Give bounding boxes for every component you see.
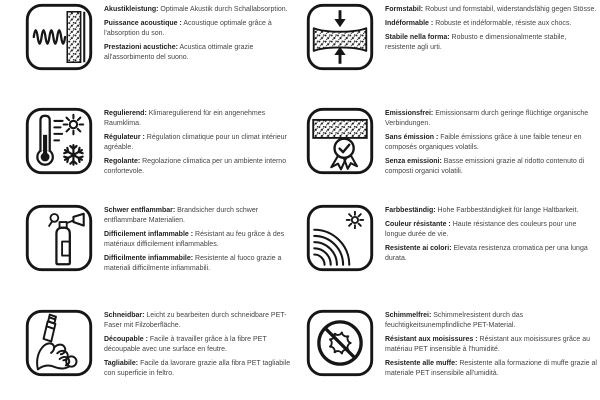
feature-description: Robust und formstabil, widerstandsfähig gegen Stösse. [425, 6, 597, 13]
feature-description: Facile da lavorare grazie alla fibra PET tagliabile con superficie in feltro. [104, 359, 291, 377]
feature-label: Difficilement inflammable : [104, 230, 194, 238]
feature-label: Tagliabile: [104, 359, 139, 367]
feature-section-mold-free [300, 300, 600, 400]
feature-label: Farbbeständig: [385, 207, 436, 214]
feature-description: Basse emissioni grazie al ridotto contenuto di composti organici volatili. [385, 157, 585, 175]
feature-section-color-fast [300, 200, 600, 300]
feature-label: Regulierend: [104, 110, 147, 117]
emission-free-icon [306, 107, 374, 175]
feature-description: Résistant aux moisissures grâce au matériau PET insensible à l'humidité. [385, 335, 591, 353]
feature-paragraph-de [385, 109, 598, 128]
feature-label: Resistente alle muffe: [385, 359, 458, 367]
feature-paragraph-it [385, 33, 598, 52]
feature-label: Puissance acoustique : [104, 20, 182, 28]
feature-description: Facile à travailler grâce à la fibre PET découpable avec une surface en feutre. [104, 335, 267, 353]
feature-label: Régulateur : [104, 133, 145, 141]
sound-absorption-icon [25, 3, 93, 71]
feature-description: Leicht zu bearbeiten durch schneidbare PET-Faser mit Filzoberfläche. [104, 312, 287, 329]
feature-section-flame-retardant [0, 200, 300, 300]
feature-section-cuttable [0, 300, 300, 400]
feature-texts [385, 107, 598, 181]
feature-description: Resistente al fuoco grazie a materiali difficilmente infiammabili. [104, 254, 282, 272]
feature-section-climate [0, 100, 300, 200]
feature-description: Hohe Farbbeständigkeit für lange Haltbarkeit. [437, 207, 579, 214]
feature-paragraph-it [104, 254, 300, 273]
feature-section-acoustic [0, 0, 300, 100]
feature-label: Difficilmente infiammabile: [104, 254, 194, 262]
feature-paragraph-it [385, 359, 598, 378]
hand-cutter-icon [25, 309, 93, 377]
feature-texts [385, 309, 598, 383]
feature-description: Faible émissions grâce à une faible teneur en composés organiques volatils. [385, 133, 582, 151]
feature-paragraph-de [385, 206, 598, 216]
feature-paragraph-fr [104, 19, 300, 38]
feature-paragraph-fr [104, 230, 300, 249]
feature-label: Formstabil: [385, 6, 424, 13]
feature-label: Indéformable : [385, 20, 434, 28]
feature-description: Elevata resistenza cromatica per una lunga durata. [385, 245, 588, 262]
feature-description: Schimmelresistent durch das feuchtigkeitsunempfindliche PET-Material. [385, 312, 524, 329]
feature-label: Stabile nella forma: [385, 34, 450, 42]
feature-section-emission-free [300, 100, 600, 200]
feature-label: Résistant aux moisissures : [385, 335, 478, 343]
no-mold-icon [306, 309, 374, 377]
feature-label: Senza emissioni: [385, 157, 442, 165]
feature-description: Emissionsarm durch geringe flüchtige organische Verbindungen. [385, 110, 589, 127]
feature-description: Haute résistance des couleurs pour une longue durée de vie. [385, 221, 577, 238]
feature-paragraph-de [104, 5, 300, 15]
feature-label: Découpable : [104, 335, 148, 343]
feature-paragraph-de [385, 311, 598, 330]
feature-description: Acustica ottimale grazie all'assorbimento del suono. [104, 44, 254, 61]
feature-paragraph-fr [104, 335, 300, 354]
feature-paragraph-de [104, 109, 300, 128]
feature-paragraph-fr [385, 335, 598, 354]
feature-label: Emissionsfrei: [385, 110, 434, 117]
feature-paragraph-de [104, 206, 300, 225]
feature-texts [104, 3, 300, 67]
feature-description: Klimaregulierend für ein angenehmes Raumklima. [104, 110, 266, 127]
feature-label: Schneidbar: [104, 312, 145, 319]
feature-paragraph-it [104, 157, 300, 176]
color-fastness-icon [306, 204, 374, 272]
feature-label: Sans émission : [385, 133, 439, 141]
feature-paragraph-de [385, 5, 598, 15]
feature-label: Prestazioni acustiche: [104, 44, 178, 52]
feature-description: Regolazione climatica per un ambiente interno confortevole. [104, 157, 287, 175]
feature-description: Brandsicher durch schwer entflammbare Materialien. [104, 207, 259, 224]
feature-label: Couleur résistante : [385, 221, 451, 229]
feature-section-shape-stability [300, 0, 600, 100]
feature-label: Regolante: [104, 157, 141, 165]
fire-extinguisher-icon [25, 204, 93, 272]
feature-label: Schwer entflammbar: [104, 207, 176, 214]
feature-description: Robusto e dimensionalmente stabile, resistente agli urti. [385, 34, 567, 52]
feature-paragraph-it [385, 157, 598, 176]
feature-texts [104, 309, 300, 383]
feature-description: Optimale Akustik durch Schallabsorption. [160, 6, 288, 13]
feature-description: Resistente alla formazione di muffe grazie al materiale PET insensibile all'umidità. [385, 359, 597, 377]
feature-paragraph-it [104, 359, 300, 378]
feature-paragraph-it [104, 43, 300, 62]
feature-paragraph-de [104, 311, 300, 330]
feature-paragraph-fr [385, 220, 598, 239]
feature-description: Résistant au feu grâce à des matériaux difficilement inflammables. [104, 230, 285, 248]
shape-stability-icon [306, 3, 374, 71]
feature-texts [104, 107, 300, 181]
feature-description: Acoustique optimale grâce à l'absorption du son. [104, 20, 272, 37]
feature-description: Régulation climatique pour un climat intérieur agréable. [104, 133, 287, 151]
feature-texts [104, 204, 300, 278]
feature-label: Akustikleistung: [104, 6, 159, 13]
feature-description: Robuste et indéformable, résiste aux chocs. [435, 20, 572, 28]
feature-paragraph-fr [385, 19, 598, 29]
feature-label: Schimmelfrei: [385, 312, 432, 319]
feature-paragraph-it [385, 244, 598, 263]
feature-label: Resistente ai colori: [385, 245, 452, 253]
feature-paragraph-fr [104, 133, 300, 152]
feature-texts [385, 3, 598, 57]
feature-paragraph-fr [385, 133, 598, 152]
climate-regulation-icon [25, 107, 93, 175]
feature-texts [385, 204, 598, 268]
